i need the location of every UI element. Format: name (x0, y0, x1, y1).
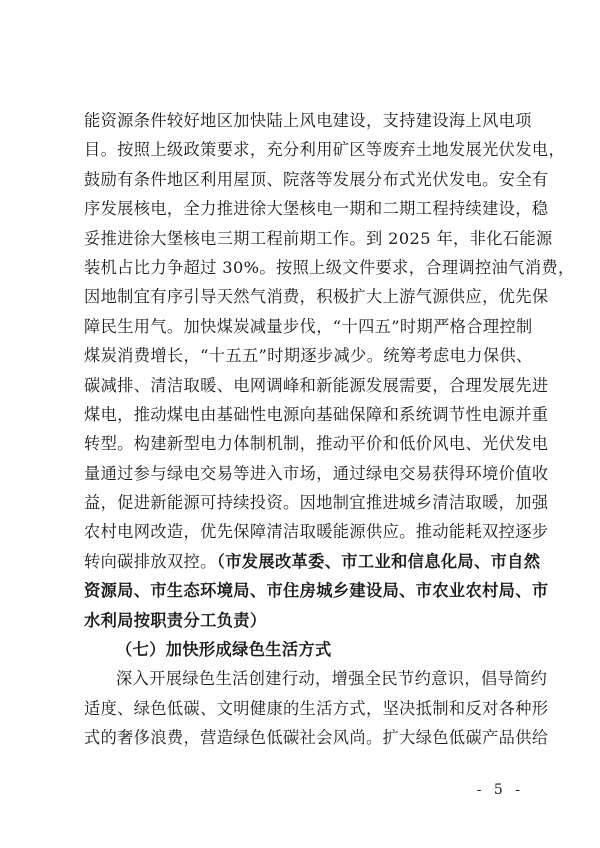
paragraph-line: 序发展核电，全力推进徐大堡核电一期和二期工程持续建设，稳 (84, 199, 549, 219)
paragraph-text-plain: 转向碳排放双控。 (84, 551, 217, 571)
paragraph-line: 煤电，推动煤电由基础性电源向基础保障和系统调节性电源并重 (84, 404, 549, 424)
paragraph-line: 碳减排、清洁取暖、电网调峰和新能源发展需要，合理发展先进 (84, 375, 549, 395)
paragraph-line: 目。按照上级政策要求，充分利用矿区等废弃土地发展光伏发电， (84, 140, 566, 160)
paragraph-line: 妥推进徐大堡核电三期工程前期工作。到 2025 年，非化石能源 (84, 228, 553, 248)
paragraph-line: 煤炭消费增长，“十五五”时期逐步减少。统筹考虑电力保供、 (84, 346, 533, 366)
paragraph-line: 适度、绿色低碳、文明健康的生活方式，坚决抵制和反对各种形 (84, 698, 549, 718)
paragraph-line: 能资源条件较好地区加快陆上风电建设，支持建设海上风电项 (84, 111, 532, 130)
paragraph-line: 鼓励有条件地区利用屋顶、院落等发展分布式光伏发电。安全有 (84, 169, 549, 189)
body-text (84, 106, 575, 753)
page-number: - 5 - (476, 782, 524, 798)
paragraph-line: 量通过参与绿电交易等进入市场，通过绿电交易获得环境价值收 (84, 463, 549, 483)
paragraph-line: 转型。构建新型电力体制机制，推动平价和低价风电、光伏发电 (84, 434, 549, 454)
paragraph-line: 益，促进新能源可持续投资。因地制宜推进城乡清洁取暖，加强 (84, 493, 549, 513)
paragraph-line: 装机占比力争超过 30%。按照上级文件要求，合理调控油气消费， (84, 257, 575, 277)
paragraph-line: 式的奢侈浪费，营造绿色低碳社会风尚。扩大绿色低碳产品供给 (84, 728, 549, 748)
responsible-departments-line: 水利局按职责分工负责） (84, 610, 267, 630)
paragraph-line: 障民生用气。加快煤炭减量步伐，“十四五”时期严格合理控制 (84, 316, 533, 336)
paragraph-line: 深入开展绿色生活创建行动，增强全民节约意识，倡导简约 (116, 669, 548, 689)
section-heading: （七）加快形成绿色生活方式 (116, 640, 332, 660)
responsible-departments-line: 资源局、市生态环境局、市住房城乡建设局、市农业农村局、市 (84, 581, 549, 601)
responsible-departments-start: （市发展改革委、市工业和信息化局、市自然 (216, 551, 541, 571)
paragraph-line-mixed (84, 547, 541, 576)
paragraph-line: 因地制宜有序引导天然气消费，积极扩大上游气源供应，优先保 (84, 287, 549, 307)
paragraph-line: 农村电网改造，优先保障清洁取暖能源供应。推动能耗双控逐步 (84, 522, 549, 542)
